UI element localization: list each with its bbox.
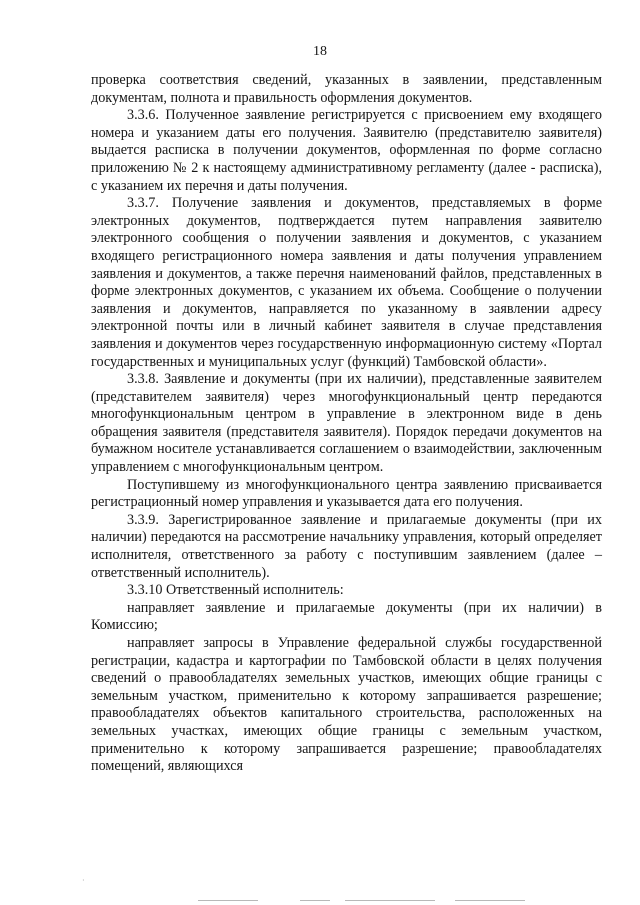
scan-artifact-line (345, 900, 435, 901)
paragraph-3-3-7: 3.3.7. Получение заявления и документов, представляемых в форме электронных документов, подтверждается путем направления заявителю электронного сообщения о получении заявления и документов, с указанием входящего регистрационного номера заявления и даты получения управлением заявления и документов, а также перечня наименований файлов, представленных в форме электронных документов, с указанием их объема. Сообщение о получении заявления и документов, направляется по указанному в заявлении адресу электронной почты или в личный кабинет заявителя в случае представления заявления и документов через государственную информационную систему «Портал государственных и муниципальных услуг (функций) Тамбовской области». (91, 195, 602, 370)
scan-artifact-line (455, 900, 525, 901)
page-number: 18 (313, 44, 327, 59)
paragraph-3-3-10: 3.3.10 Ответственный исполнитель: (127, 582, 344, 599)
paragraph-requests: направляет запросы в Управление федеральной службы государственной регистрации, кадастра и картографии по Тамбовской области в целях получения сведений о правообладателях земельных участков, имеющих общие границы с земельным участком, применительно к которому запрашивается разрешение; правообладателях объектов капитального строительства, расположенных на земельных участках, имеющих общие границы с земельным участком, применительно к которому запрашивается разрешение; правообладателях помещений, являющихся (91, 635, 602, 775)
paragraph-continuation: проверка соответствия сведений, указанных в заявлении, представленным документам, полнота и правильность оформления документов. (91, 72, 602, 106)
paragraph-commission: направляет заявление и прилагаемые документы (при их наличии) в Комиссию; (91, 599, 602, 634)
scan-artifact-line (198, 900, 258, 901)
paragraph-mfc-registration: Поступившему из многофункционального центра заявлению присваивается регистрационный номер управления и указывается дата его получения. (91, 476, 602, 511)
paragraph-3-3-8: 3.3.8. Заявление и документы (при их наличии), представленные заявителем (представителем заявителя) через многофункциональный центр передаются многофункциональным центром в управление в электронном виде в день обращения заявителя (представителя заявителя). Порядок передачи документов на бумажном носителе устанавливается соглашением о взаимодействии, заключенным управлением с многофункциональным центром. (91, 371, 602, 476)
scan-artifact-line (300, 900, 330, 901)
paragraph-3-3-6: 3.3.6. Полученное заявление регистрируется с присвоением ему входящего номера и указанием даты его получения. Заявителю (представителю заявителя) выдается расписка в получении документов, оформленная по форме согласно приложению № 2 к настоящему административному регламенту (далее - расписка), с указанием их перечня и даты получения. (91, 107, 602, 194)
paragraph-3-3-9: 3.3.9. Зарегистрированное заявление и прилагаемые документы (при их наличии) передаются на рассмотрение начальнику управления, который определяет исполнителя, ответственного за работу с поступившим заявлением (далее – ответственный исполнитель). (91, 511, 602, 581)
document-body (91, 72, 602, 776)
scan-speck: · (82, 876, 85, 885)
